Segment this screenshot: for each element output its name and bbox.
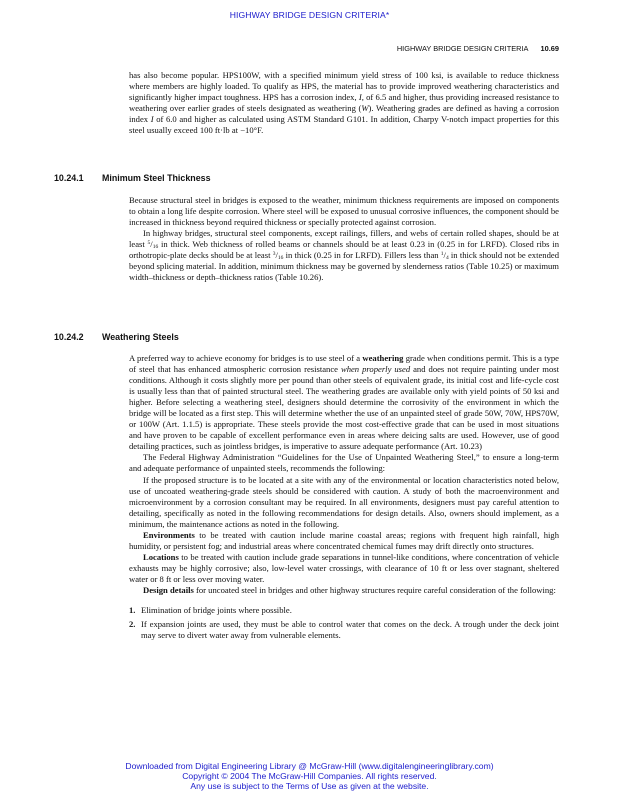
section-body-weathering-steels	[129, 353, 559, 641]
section-heading-weathering-steels	[54, 332, 179, 342]
footer-download-line[interactable]: Downloaded from Digital Engineering Library @ McGraw-Hill (www.digitalengineeringlibrary.com)	[125, 761, 494, 771]
intro-section	[129, 70, 559, 136]
footer-terms-line[interactable]: Any use is subject to the Terms of Use as given at the website.	[190, 781, 429, 792]
paragraph: Environments to be treated with caution include marine coastal areas; regions with frequent high rainfall, high humidity, or persistent fog; and industrial areas where concentrated chemical fumes may drift directly onto structures.	[129, 529, 559, 551]
section-body-minimum-thickness	[129, 195, 559, 283]
running-title: HIGHWAY BRIDGE DESIGN CRITERIA	[396, 44, 529, 53]
list-item: 2. If expansion joints are used, they must be able to control water that comes on the deck. A trough under the deck joint may serve to divert water away from vulnerable elements.	[129, 619, 559, 641]
footer-copyright-line: Copyright © 2004 The McGraw-Hill Companies. All rights reserved.	[182, 771, 437, 782]
section-title: Weathering Steels	[102, 332, 179, 342]
intro-paragraph: has also become popular. HPS100W, with a specified minimum yield stress of 100 ksi, is available to reduce thickness where members are highly loaded. To qualify as HPS, the material has to provide improved weathering characteristics and significantly higher impact toughness. HPS has a corrosion index, I, of 6.5 and higher, thus providing increased resistance to weathering over earlier grades of steels designated as weathering (W). Weathering grades are defined as having a corrosion index I of 6.0 and higher as calculated using ASTM Standard G101. In addition, Charpy V-notch impact properties for this steel usually exceed 100 ft·lb at −10°F.	[129, 70, 559, 136]
section-title: Minimum Steel Thickness	[102, 173, 211, 183]
download-footer	[0, 761, 619, 792]
running-header	[397, 44, 559, 53]
paragraph: Because structural steel in bridges is exposed to the weather, minimum thickness requirements are imposed on components to obtain a long life despite corrosion. Where steel will be exposed to unusual corrosive influences, the component should be increased in thickness beyond required thickness or specially protected against corrosion.	[129, 195, 559, 228]
paragraph: A preferred way to achieve economy for bridges is to use steel of a weathering grade when conditions permit. This is a type of steel that has enhanced atmospheric corrosion resistance when properly used and does not require painting under most conditions. Although it costs slightly more per pound than other steels of equivalent grade, its initial cost and life-cycle cost is usually less than that of painted structural steel. The weathering grades are available only with yield points of 50 ksi and higher. Before selecting a weathering steel, designers should determine the corrosivity of the environment in which the bridge will be located as a first step. This will determine whether the use of an unpainted steel of grade 50W, 70W, HPS70W, or 100W (Art. 1.1.5) is appropriate. These steels provide the most cost-effective grade that can be used in most situations and have proven to be capable of excellent performance even in areas where deicing salts are used. However, use of good detailing practices, such as jointless bridges, is imperative to assure adequate performance (Art. 10.23)	[129, 353, 559, 452]
list-item: 1. Elimination of bridge joints where possible.	[129, 605, 292, 616]
download-banner-title: HIGHWAY BRIDGE DESIGN CRITERIA*	[229, 10, 390, 20]
paragraph: Design details for uncoated steel in bridges and other highway structures require careful consideration of the following:	[143, 584, 556, 595]
paragraph: If the proposed structure is to be located at a site with any of the environmental or location characteristics noted below, use of uncoated weathering-grade steels should be considered with caution. A study of both the macroenvironment and microenvironment by a corrosion consultant may be required. In all environments, designers must pay careful attention to detailing, specifically as noted in the following recommendations for design details. Also, owners should implement, as a minimum, the maintenance actions as noted in the following.	[129, 474, 559, 529]
section-number: 10.24.2	[54, 332, 84, 342]
section-number: 10.24.1	[54, 173, 84, 183]
section-heading-minimum-thickness	[54, 173, 211, 183]
page-number: 10.69	[540, 44, 559, 53]
paragraph: The Federal Highway Administration “Guidelines for the Use of Unpainted Weathering Steel,” to ensure a long-term and adequate performance of unpainted steels, recommends the following:	[129, 452, 559, 474]
paragraph: In highway bridges, structural steel components, except railings, fillers, and webs of certain rolled shapes, should be at least $^5/_{16}$ in thick. Web thickness of rolled beams or channels should be at least 0.23 in (0.25 in for LRFD). Closed ribs in orthotropic-plate decks should be at least $^3/_{16}$ in thick (0.25 in for LRFD). Fillers less than $^1/_4$ in thick should not be extended beyond splicing material. In addition, minimum thickness may be governed by slenderness ratios (Table 10.25) or maximum width–thickness or depth–thickness ratios (Table 10.26).	[129, 228, 559, 283]
paragraph: Locations to be treated with caution include grade separations in tunnel-like conditions, where concentration of vehicle exhausts may be highly corrosive; also, low-level water crossings, with clearance of 10 ft or less over stagnant, sheltered water or 8 ft or less over moving water.	[129, 551, 559, 584]
